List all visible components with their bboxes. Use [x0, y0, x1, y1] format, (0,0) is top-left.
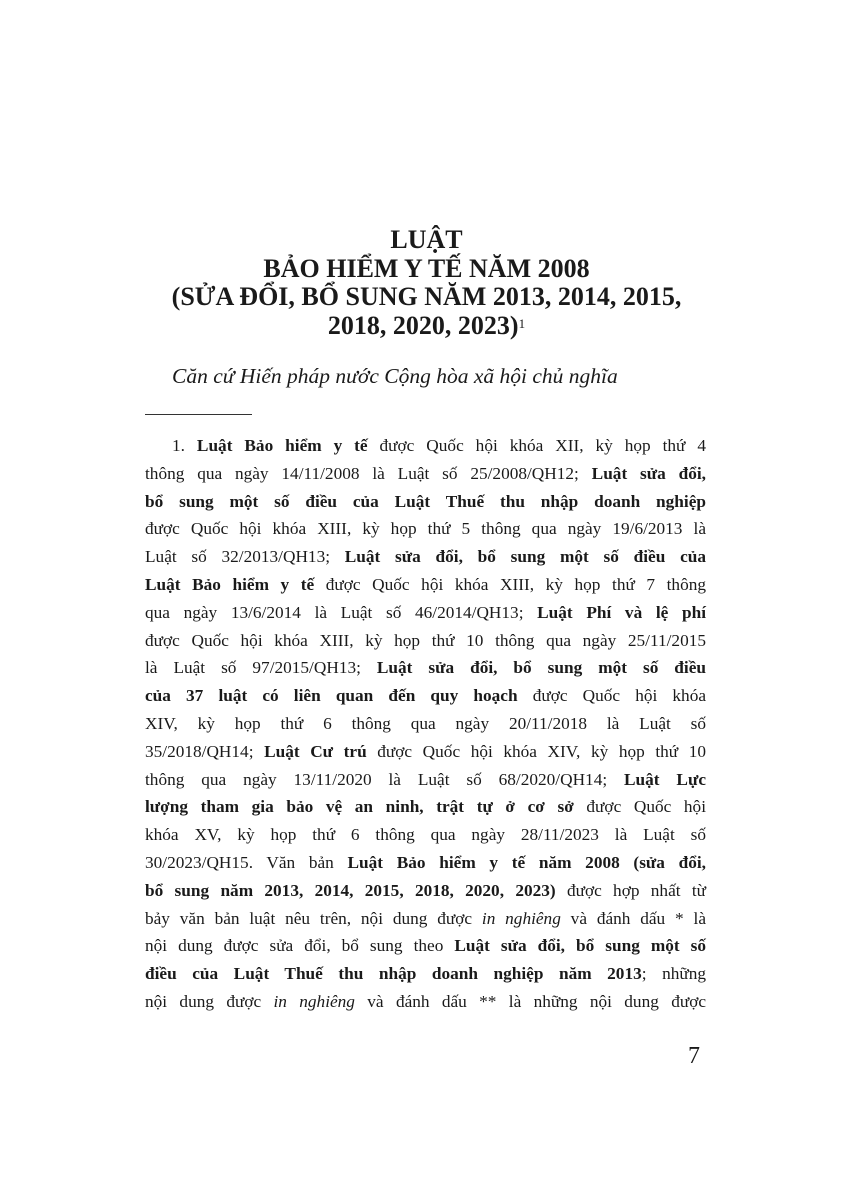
footnote-line	[145, 432, 706, 460]
footnote-line	[145, 460, 706, 488]
footnote-line	[145, 682, 706, 710]
footnote-bold-text: của 37 luật có liên quan đến quy hoạch	[145, 686, 518, 706]
footnote-text: được Quốc hội khóa XII, kỳ họp thứ 4	[367, 436, 706, 455]
footnote-line	[145, 488, 706, 516]
footnote-bold-text: Luật sửa đổi,	[591, 463, 706, 483]
footnote-text: được Quốc hội khóa	[517, 686, 707, 706]
footnote-text: 1.	[172, 436, 197, 455]
footnote-text: 35/2018/QH14;	[145, 741, 265, 761]
footnote-bold-text: Luật sửa đổi, bổ sung một số	[454, 936, 707, 956]
footnote-line	[145, 849, 706, 877]
footnote-text: XIV, kỳ họp thứ 6 thông qua ngày 20/11/2018 là Luật số	[145, 713, 706, 733]
footnote-text: được Quốc hội khóa XIII, kỳ họp thứ 5 thông qua ngày 19/6/2013 là	[145, 519, 706, 539]
footnote-bold-text: Luật sửa đổi, bổ sung một số điều	[376, 658, 706, 678]
footnote-bold-text: Luật Lực	[624, 769, 706, 789]
footnote-text: và đánh dấu * là	[560, 908, 706, 928]
title-line-4-text: 2018, 2020, 2023)	[327, 310, 519, 340]
footnote-bold-text: Luật Cư trú	[264, 741, 367, 761]
title-line-2: BẢO HIỂM Y TẾ NĂM 2008	[263, 253, 590, 283]
footnote-line	[145, 960, 706, 988]
footnote-bold-text: Luật Bảo hiểm y tế	[196, 436, 368, 455]
footnote-text: qua ngày 13/6/2014 là Luật số 46/2014/QH13;	[145, 602, 538, 622]
page-number: 7	[688, 1043, 700, 1069]
footnote-line	[145, 543, 706, 571]
title-line-4	[0, 312, 853, 341]
footnote-line	[145, 793, 706, 821]
footnote-bold-text: lượng tham gia bảo vệ an ninh, trật tự ở cơ sở	[145, 797, 574, 817]
footnote-text: nội dung được	[145, 991, 274, 1011]
footnote-text: và đánh dấu ** là những nội dung được	[354, 991, 707, 1011]
footnote-text: 30/2023/QH15. Văn bản	[145, 852, 348, 872]
footnote-line	[145, 738, 706, 766]
footnote-bold-text: điều của Luật Thuế thu nhập doanh nghiệp năm 2013	[145, 964, 642, 984]
footnote-bold-text: Luật Bảo hiểm y tế	[145, 574, 315, 594]
footnote-line	[145, 515, 706, 543]
preamble-text: Căn cứ Hiến pháp nước Cộng hòa xã hội chủ nghĩa	[172, 364, 618, 388]
footnote-text: ; những	[641, 964, 706, 984]
footnote-text: được Quốc hội	[573, 797, 706, 817]
footnote-bold-text: Luật Bảo hiểm y tế năm 2008 (sửa đổi,	[347, 852, 706, 872]
footnote-separator	[145, 414, 252, 415]
footnote-line	[145, 877, 706, 905]
law-title	[0, 226, 853, 340]
footnote-bold-text: Luật sửa đổi, bổ sung một số điều của	[344, 547, 706, 567]
footnote-text: là Luật số 97/2015/QH13;	[145, 658, 377, 678]
footnote-line	[145, 766, 706, 794]
title-line-1: LUẬT	[390, 225, 463, 254]
footnote-text: thông qua ngày 14/11/2008 là Luật số 25/2008/QH12;	[145, 463, 592, 483]
footnote-text: được Quốc hội khóa XIII, kỳ họp thứ 10 thông qua ngày 25/11/2015	[145, 630, 706, 650]
footnote-text: nội dung được sửa đổi, bổ sung theo	[145, 936, 455, 956]
footnote-line	[145, 571, 706, 599]
footnote-bold-text: bổ sung một số điều của Luật Thuế thu nhập doanh nghiệp	[145, 491, 706, 511]
footnote-italic-text: in nghiêng	[481, 908, 561, 928]
footnote-bold-text: Luật Phí và lệ phí	[537, 602, 706, 622]
footnote-line	[145, 932, 706, 960]
footnote-line	[145, 710, 706, 738]
footnote-line	[145, 821, 706, 849]
footnote-line	[145, 905, 706, 933]
footnote-italic-text: in nghiêng	[273, 991, 355, 1011]
footnote-line	[145, 988, 706, 1016]
footnote-reference[interactable]: 1	[518, 315, 526, 331]
footnote-text: khóa XV, kỳ họp thứ 6 thông qua ngày 28/11/2023 là Luật số	[145, 825, 706, 845]
footnote-bold-text: bổ sung năm 2013, 2014, 2015, 2018, 2020, 2023)	[145, 880, 556, 900]
title-line-3: (SỬA ĐỔI, BỔ SUNG NĂM 2013, 2014, 2015,	[171, 282, 682, 311]
footnote-text: được Quốc hội khóa XIV, kỳ họp thứ 10	[366, 741, 707, 761]
footnote-line	[145, 627, 706, 655]
footnote-line	[145, 654, 706, 682]
footnote-text: Luật số 32/2013/QH13;	[145, 547, 345, 567]
footnote-text: được hợp nhất từ	[555, 880, 707, 900]
footnote-text: thông qua ngày 13/11/2020 là Luật số 68/2020/QH14;	[145, 769, 625, 789]
footnote-line	[145, 599, 706, 627]
footnote-text: bảy văn bản luật nêu trên, nội dung được	[145, 908, 482, 928]
footnote	[145, 432, 706, 1016]
footnote-text: được Quốc hội khóa XIII, kỳ họp thứ 7 thông	[314, 574, 706, 594]
